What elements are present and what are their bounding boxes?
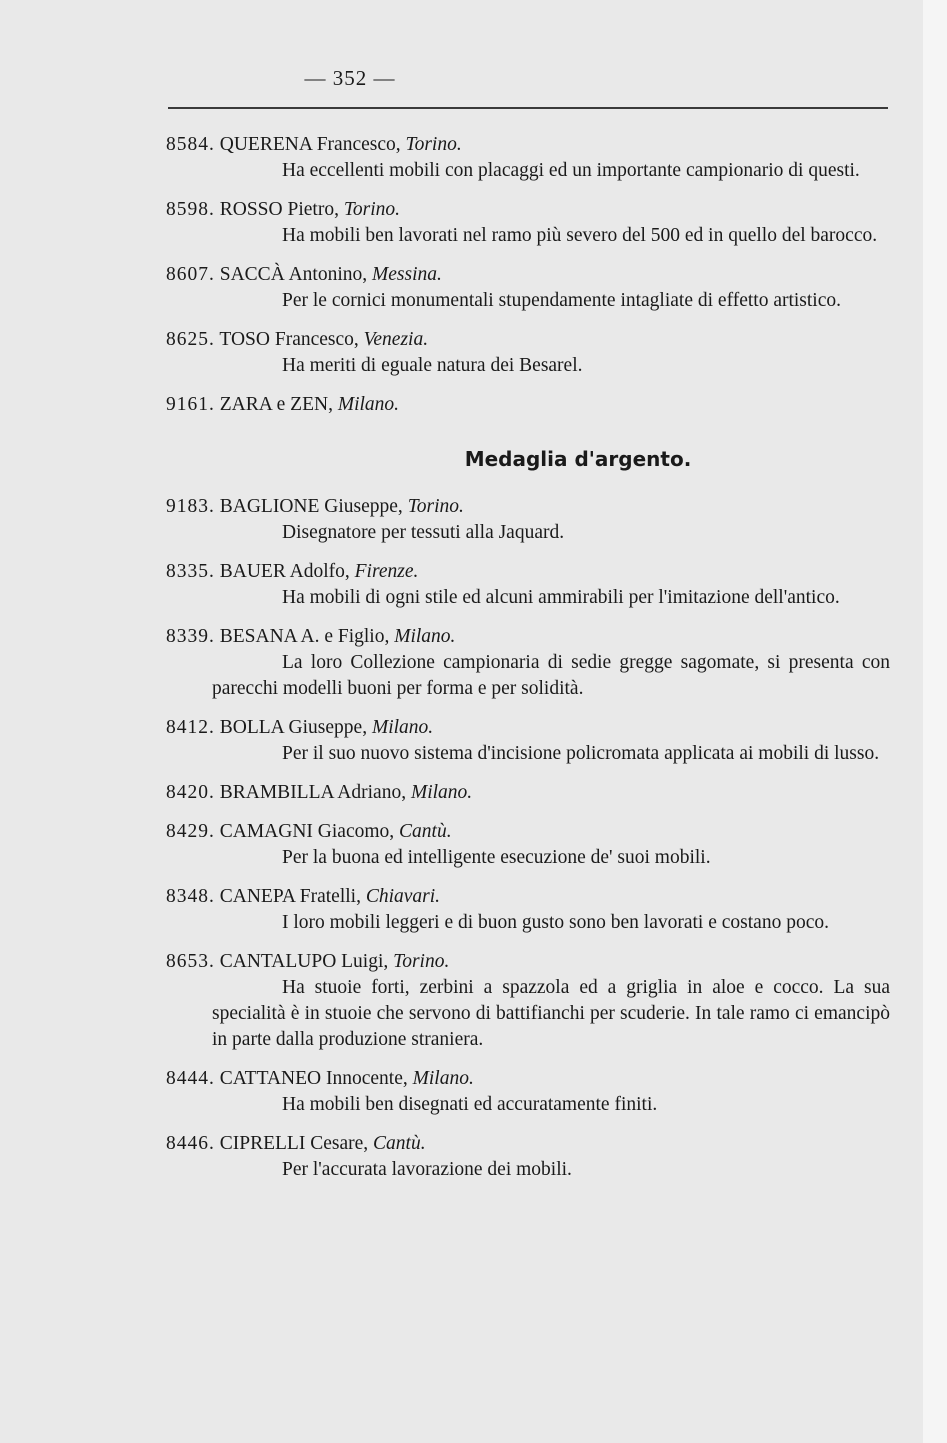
entry-number: 8584. [166, 134, 215, 155]
exhibitor-name: BOLLA Giuseppe, [219, 717, 368, 738]
entry-description: Per le cornici monumentali stupendamente intagliate di effetto artistico. [282, 290, 842, 311]
exhibitor-name: BAGLIONE Giuseppe, [219, 496, 403, 517]
exhibitor-name: QUERENA Francesco, [219, 134, 401, 155]
entry-description: I loro mobili leggeri e di buon gusto sono ben lavorati e costano poco. [282, 912, 829, 933]
entry-heading [166, 624, 890, 650]
catalog-entry [166, 1131, 890, 1183]
catalog-entry [166, 197, 890, 249]
entry-number: 8446. [166, 1133, 215, 1154]
entry-number: 8429. [166, 821, 215, 842]
entry-heading [166, 949, 890, 975]
entry-heading [166, 559, 890, 585]
entry-list-top [166, 132, 890, 418]
entry-number: 8625. [166, 329, 215, 350]
catalog-entry [166, 262, 890, 314]
exhibitor-name: BAUER Adolfo, [219, 561, 350, 582]
catalog-entry [166, 327, 890, 379]
entry-heading [166, 262, 890, 288]
entry-number: 9161. [166, 394, 215, 415]
exhibitor-city: Milano. [371, 717, 434, 738]
catalog-entry [166, 494, 890, 546]
exhibitor-name: CANEPA Fratelli, [219, 886, 361, 907]
entry-description: Per la buona ed intelligente esecuzione de' suoi mobili. [282, 847, 711, 868]
catalog-entry [166, 1066, 890, 1118]
exhibitor-city: Torino. [405, 134, 462, 155]
entry-description: Ha meriti di eguale natura dei Besarel. [282, 355, 583, 376]
exhibitor-name: SACCÀ Antonino, [219, 264, 368, 285]
catalog-entry [166, 559, 890, 611]
exhibitor-city: Torino. [407, 496, 464, 517]
entry-description: Per il suo nuovo sistema d'incisione policromata applicata ai mobili di lusso. [282, 743, 880, 764]
catalog-entry [166, 132, 890, 184]
exhibitor-city: Milano. [410, 782, 473, 803]
catalog-entry [166, 819, 890, 871]
catalog-entry [166, 884, 890, 936]
page-number: — 352 — [304, 66, 396, 90]
document-body [166, 132, 890, 1196]
exhibitor-name: BRAMBILLA Adriano, [219, 782, 407, 803]
entry-heading [166, 197, 890, 223]
exhibitor-city: Cantù. [399, 821, 452, 842]
entry-description: Disegnatore per tessuti alla Jaquard. [282, 522, 565, 543]
entry-description: Ha mobili di ogni stile ed alcuni ammirabili per l'imitazione dell'antico. [282, 587, 840, 608]
exhibitor-city: Milano. [337, 394, 400, 415]
exhibitor-name: CAMAGNI Giacomo, [219, 821, 395, 842]
entry-description: Ha eccellenti mobili con placaggi ed un importante campionario di questi. [282, 160, 860, 181]
header-rule [168, 107, 888, 109]
entry-list-bottom [166, 494, 890, 1183]
exhibitor-name: ROSSO Pietro, [219, 199, 339, 220]
entry-heading [166, 780, 890, 806]
exhibitor-city: Milano. [412, 1068, 474, 1089]
exhibitor-name: CIPRELLI Cesare, [219, 1133, 369, 1154]
entry-heading [166, 1066, 890, 1092]
entry-heading [166, 327, 890, 353]
entry-heading [166, 819, 890, 845]
entry-heading [166, 494, 890, 520]
entry-description: Per l'accurata lavorazione dei mobili. [282, 1159, 572, 1180]
exhibitor-city: Cantù. [373, 1133, 426, 1154]
entry-number: 8412. [166, 717, 215, 738]
entry-heading [166, 1131, 890, 1157]
entry-heading [166, 884, 890, 910]
page-edge [923, 0, 947, 1443]
entry-number: 8607. [166, 264, 215, 285]
entry-heading [166, 715, 890, 741]
catalog-entry [166, 624, 890, 702]
exhibitor-name: ZARA e ZEN, [219, 394, 333, 415]
exhibitor-city: Milano. [394, 626, 456, 647]
entry-number: 8598. [166, 199, 215, 220]
entry-number: 8339. [166, 626, 215, 647]
entry-number: 9183. [166, 496, 215, 517]
catalog-entry [166, 949, 890, 1053]
exhibitor-city: Venezia. [363, 329, 429, 350]
catalog-entry [166, 780, 890, 806]
entry-number: 8335. [166, 561, 215, 582]
exhibitor-name: TOSO Francesco, [219, 329, 359, 350]
exhibitor-name: CANTALUPO Luigi, [219, 951, 389, 972]
catalog-entry [166, 715, 890, 767]
entry-description: Ha mobili ben disegnati ed accuratamente finiti. [282, 1094, 658, 1115]
exhibitor-city: Torino. [343, 199, 401, 220]
entry-description: Ha stuoie forti, zerbini a spazzola ed a griglia in aloe e cocco. La sua specialità è in stuoie che servono di battifianchi per scuderie. In tale ramo ci emancipò in parte dalla produzione straniera. [212, 977, 890, 1050]
exhibitor-city: Messina. [372, 264, 442, 285]
exhibitor-city: Firenze. [354, 561, 419, 582]
catalog-entry [166, 392, 890, 418]
exhibitor-name: CATTANEO Innocente, [219, 1068, 408, 1089]
exhibitor-city: Chiavari. [365, 886, 441, 907]
section-title: Medaglia d'argento. [464, 447, 692, 471]
exhibitor-city: Torino. [393, 951, 450, 972]
entry-description: Ha mobili ben lavorati nel ramo più severo del 500 ed in quello del barocco. [282, 225, 878, 246]
entry-number: 8348. [166, 886, 215, 907]
entry-heading [166, 132, 890, 158]
entry-number: 8444. [166, 1068, 215, 1089]
exhibitor-name: BESANA A. e Figlio, [219, 626, 390, 647]
entry-description: La loro Collezione campionaria di sedie gregge sagomate, si presenta con parecchi modelli buoni per forma e per solidità. [212, 652, 890, 699]
entry-number: 8420. [166, 782, 215, 803]
entry-number: 8653. [166, 951, 215, 972]
entry-heading [166, 392, 890, 418]
